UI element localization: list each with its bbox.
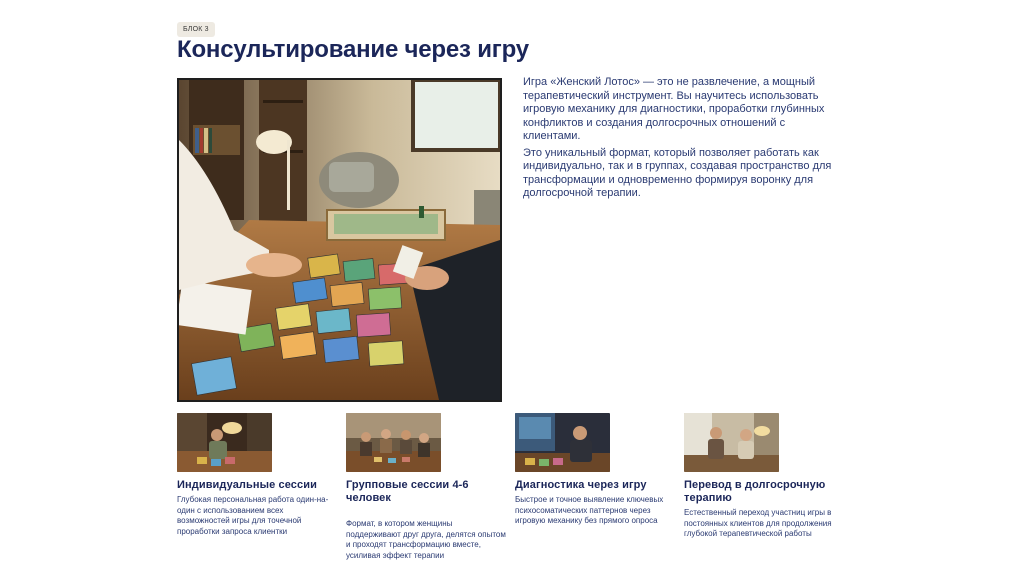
thumb-diagnostics (515, 413, 610, 472)
card-description: Быстрое и точное выявление ключевых психосоматических паттернов через игровую механику без прямого опроса (515, 495, 664, 525)
hero-photo-game-session (177, 78, 502, 402)
intro-text (523, 76, 843, 204)
card-description: Естественный переход участниц игры в постоянных клиентов для продолжения глубокой терапевтической работы (684, 508, 832, 538)
intro-paragraph-1: Игра «Женский Лотос» — это не развлечение, а мощный терапевтический инструмент. Вы научитесь использовать игровую механику для диагностики, проработки глубинных конфликтов и создания долгосрочных отношений с клиентами. (523, 76, 825, 142)
card-individual-sessions (177, 413, 337, 537)
card-long-term-therapy (684, 413, 844, 540)
card-diagnostics (515, 413, 675, 527)
thumb-group-session (346, 413, 441, 472)
card-title: Перевод в долгосрочную терапию (684, 479, 826, 504)
card-group-sessions (346, 413, 506, 561)
thumb-individual-session (177, 413, 272, 472)
thumb-long-term-therapy (684, 413, 779, 472)
card-title: Групповые сессии 4-6 человек (346, 479, 469, 504)
intro-paragraph-2: Это уникальный формат, который позволяет работать как индивидуально, так и в группах, создавая пространство для трансформации и одновременно формируя воронку для долгосрочной терапии. (523, 146, 832, 199)
card-description: Формат, в котором женщины поддерживают друг друга, делятся опытом и проходят трансформацию вместе, усиливая эффект терапии (346, 519, 506, 560)
card-title: Индивидуальные сессии (177, 479, 317, 491)
card-title: Диагностика через игру (515, 479, 647, 491)
card-description: Глубокая персональная работа один-на-один с использованием всех возможностей игры для точечной проработки запроса клиентки (177, 495, 329, 536)
page-title: Консультирование через игру (177, 36, 529, 63)
block-tag: БЛОК 3 (177, 22, 215, 37)
